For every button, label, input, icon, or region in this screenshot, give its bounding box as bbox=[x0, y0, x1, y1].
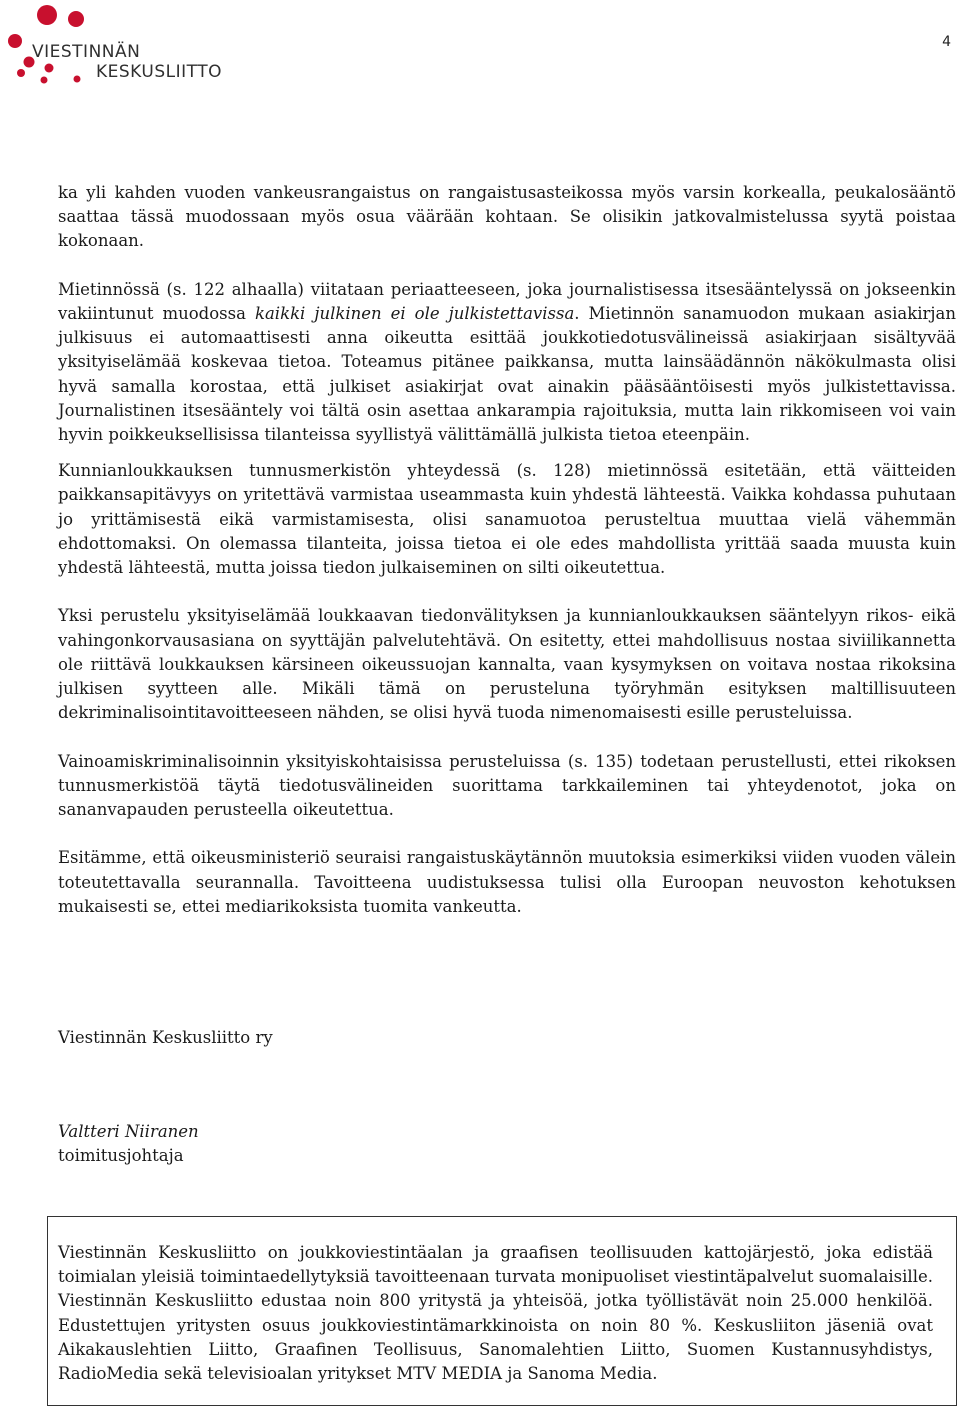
logo-dot bbox=[45, 64, 54, 73]
signature-name: Valtteri Niiranen bbox=[58, 1122, 199, 1141]
logo-dot bbox=[17, 69, 25, 77]
paragraph-4: Yksi perustelu yksityiselämää loukkaavan tiedonvälityksen ja kunnianloukkauksen sääntelyyn rikos- eikä vahingonkorvausasiana on syyttäjän palvelutehtävä. On esitetty, ettei mahdollisuus nostaa siviilikannetta ole riittävä loukkauksen kärsineen oikeussuojan kannalta, vaan kysymyksen on voitava nostaa rikoksina julkisen syytteen alle. Mikäli tämä on perusteluna työryhmän esityksen maltillisuuteen dekriminalisointitavoitteeseen nähden, se olisi hyvä tuoda nimenomaisesti esille perusteluissa. bbox=[58, 606, 956, 723]
signature-title: toimitusjohtaja bbox=[58, 1146, 184, 1165]
organization-description-text-after: ja Sanoma Media. bbox=[502, 1364, 658, 1384]
paragraph-3: Kunnianloukkauksen tunnusmerkistön yhteydessä (s. 128) mietinnössä esitetään, että väitteiden paikkansapitävyys on yritettävä varmistaa useammasta kuin yhdestä lähteestä. Vaikka kohdassa puhutaan jo yrittämisestä eikä varmistamisesta, olisi sanamuotoa perusteltua muuttaa vielä vähemmän ehdottomaksi. On olemassa tilanteita, joissa tietoa ei ole edes mahdollista yrittää saada muusta kuin yhdestä lähteestä, mutta joissa tiedon julkaiseminen on silti oikeutettua. bbox=[58, 461, 956, 578]
logo-line1: VIESTINNÄN bbox=[32, 42, 141, 62]
logo bbox=[4, 2, 266, 86]
signature-organization: Viestinnän Keskusliitto ry bbox=[58, 1028, 273, 1047]
logo-dot bbox=[8, 34, 22, 48]
paragraph-5: Vainoamiskriminalisoinnin yksityiskohtaisissa perusteluissa (s. 135) todetaan perustellusti, ettei rikoksen tunnusmerkistöä täytä tiedotusvälineiden suorittama tarkkaileminen tai yhteydenotot, joka on sananvapauden perusteella oikeutettua. bbox=[58, 751, 956, 820]
organization-description bbox=[58, 1241, 933, 1386]
page-number: 4 bbox=[942, 34, 951, 50]
logo-dot bbox=[41, 77, 48, 84]
logo-dot bbox=[74, 76, 81, 83]
organization-description-box bbox=[47, 1216, 957, 1406]
logo-line2: KESKUSLIITTO bbox=[96, 62, 222, 82]
letter-body bbox=[58, 181, 956, 943]
paragraph-6: Esitämme, että oikeusministeriö seuraisi rangaistuskäytännön muutoksia esimerkiksi viiden vuoden välein toteutettavalla seurannalla. Tavoitteena uudistuksessa tulisi olla Euroopan neuvoston kehotuksen mukaisesti se, ettei mediarikoksista tuomita vankeutta. bbox=[58, 848, 956, 916]
organization-description-text-before: Viestinnän Keskusliitto on joukkoviestintäalan ja graafisen teollisuuden kattojärjestö, joka edistää toimialan yleisiä toimintaedellytyksiä tavoitteenaan turvata monipuoliset viestintäpalvelut suomalaisille. Viestinnän Keskusliitto edustaa noin 800 yritystä ja yhteisöä, jotka työllistävät noin 25.000 henkilöä. Edustettujen yritysten osuus joukkoviestintämarkkinoista on noin 80 %. Keskusliiton jäseniä ovat Aikakauslehtien Liitto, Graafinen Teollisuus, Sanomalehtien Liitto, Suomen Kustannusyhdistys, RadioMedia sekä televisioalan yritykset bbox=[58, 1243, 933, 1384]
logo-dot bbox=[37, 5, 57, 25]
logo-dot bbox=[68, 11, 84, 27]
mtv-media-name: MTV MEDIA bbox=[396, 1364, 503, 1384]
paragraph-2-italic-quote: kaikki julkinen ei ole julkistettavissa bbox=[254, 304, 575, 323]
paragraph-1: ka yli kahden vuoden vankeusrangaistus on rangaistusasteikossa myös varsin korkealla, peukalosääntö saattaa tässä muodossaan myös osua väärään kohtaan. Se olisikin jatkovalmistelussa syytä poistaa kokonaan. bbox=[58, 183, 956, 251]
paragraph-2-text-before: Mietinnössä (s. 122 alhaalla) viitataan periaatteeseen, joka journalistisessa itsesääntelyssä on jokseenkin vakiintunut muodossa bbox=[58, 279, 956, 323]
paragraph-2 bbox=[58, 278, 956, 447]
paragraph-2-text-after: . Mietinnön sanamuodon mukaan asiakirjan julkisuus ei automaattisesti anna oikeutta esittää joukkotiedotusvälineissä asiakirjaan sisältyvää yksityiselämää koskevaa tietoa. Toteamus pitänee paikkansa, mutta lainsäädännön näkökulmasta olisi hyvä samalla korostaa, että julkiset asiakirjat ovat ainakin pääsääntöisesti myös julkistettavissa. Journalistinen itsesääntely voi tältä osin asettaa ankarampia rajoituksia, mutta lain rikkomiseen voi vain hyvin poikkeuksellisissa tilanteissa syyllistyä välittämällä julkista tietoa eteenpäin. bbox=[58, 304, 956, 445]
